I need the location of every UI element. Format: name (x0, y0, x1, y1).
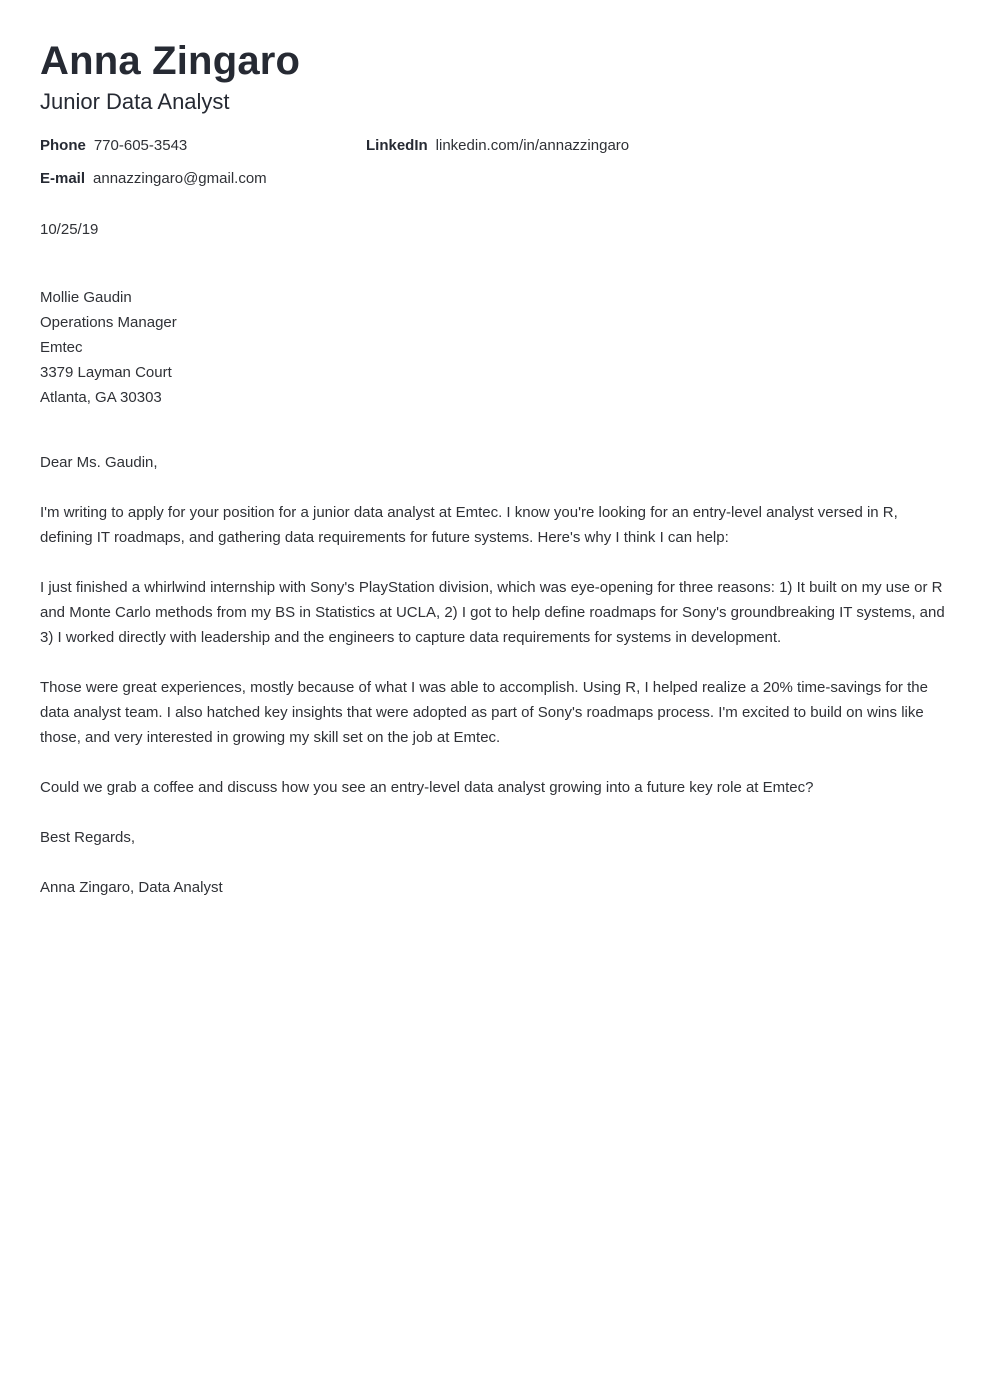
linkedin-label: LinkedIn (366, 137, 428, 154)
applicant-name: Anna Zingaro (40, 39, 301, 83)
email-value: annazzingaro@gmail.com (93, 170, 267, 187)
paragraph-experience: I just finished a whirlwind internship with Sony's PlayStation division, which was eye-opening for three reasons: 1) It built on my use or R and Monte Carlo methods from my BS in Statistics at UCLA, 2) I got to help define roadmaps for Sony's groundbreaking IT systems, and 3) I worked directly with leadership and the engineers to capture data requirements for systems in development. (40, 579, 945, 646)
signature: Anna Zingaro, Data Analyst (40, 879, 223, 896)
recipient-city: Atlanta, GA 30303 (40, 389, 162, 406)
contact-phone (40, 136, 187, 156)
contact-section (40, 136, 950, 206)
email-label: E-mail (40, 170, 86, 187)
paragraph-achievements: Those were great experiences, mostly because of what I was able to accomplish. Using R, I helped realize a 20% time-savings for the data analyst team. I also hatched key insights that were adopted as part of Sony's roadmaps process. I'm excited to build on wins like those, and very interested in growing my skill set on the job at Emtec. (40, 679, 928, 746)
recipient-company: Emtec (40, 339, 83, 356)
closing: Best Regards, (40, 829, 136, 846)
paragraph-call-to-action: Could we grab a coffee and discuss how you see an entry-level data analyst growing into a future key role at Emtec? (40, 779, 814, 796)
recipient-block (40, 285, 950, 410)
letter-body (40, 450, 950, 900)
letter-date: 10/25/19 (40, 221, 99, 238)
phone-label: Phone (40, 137, 86, 154)
recipient-street: 3379 Layman Court (40, 364, 172, 381)
phone-value: 770-605-3543 (93, 137, 188, 154)
paragraph-intro: I'm writing to apply for your position for a junior data analyst at Emtec. I know you're looking for an entry-level analyst versed in R, defining IT roadmaps, and gathering data requirements for future systems. Here's why I think I can help: (40, 504, 898, 546)
contact-linkedin (366, 136, 629, 156)
linkedin-value: linkedin.com/in/annazzingaro (435, 137, 630, 154)
salutation: Dear Ms. Gaudin, (40, 454, 158, 471)
recipient-name: Mollie Gaudin (40, 289, 132, 306)
contact-email (40, 169, 267, 189)
applicant-title: Junior Data Analyst (40, 89, 230, 114)
recipient-position: Operations Manager (40, 314, 177, 331)
